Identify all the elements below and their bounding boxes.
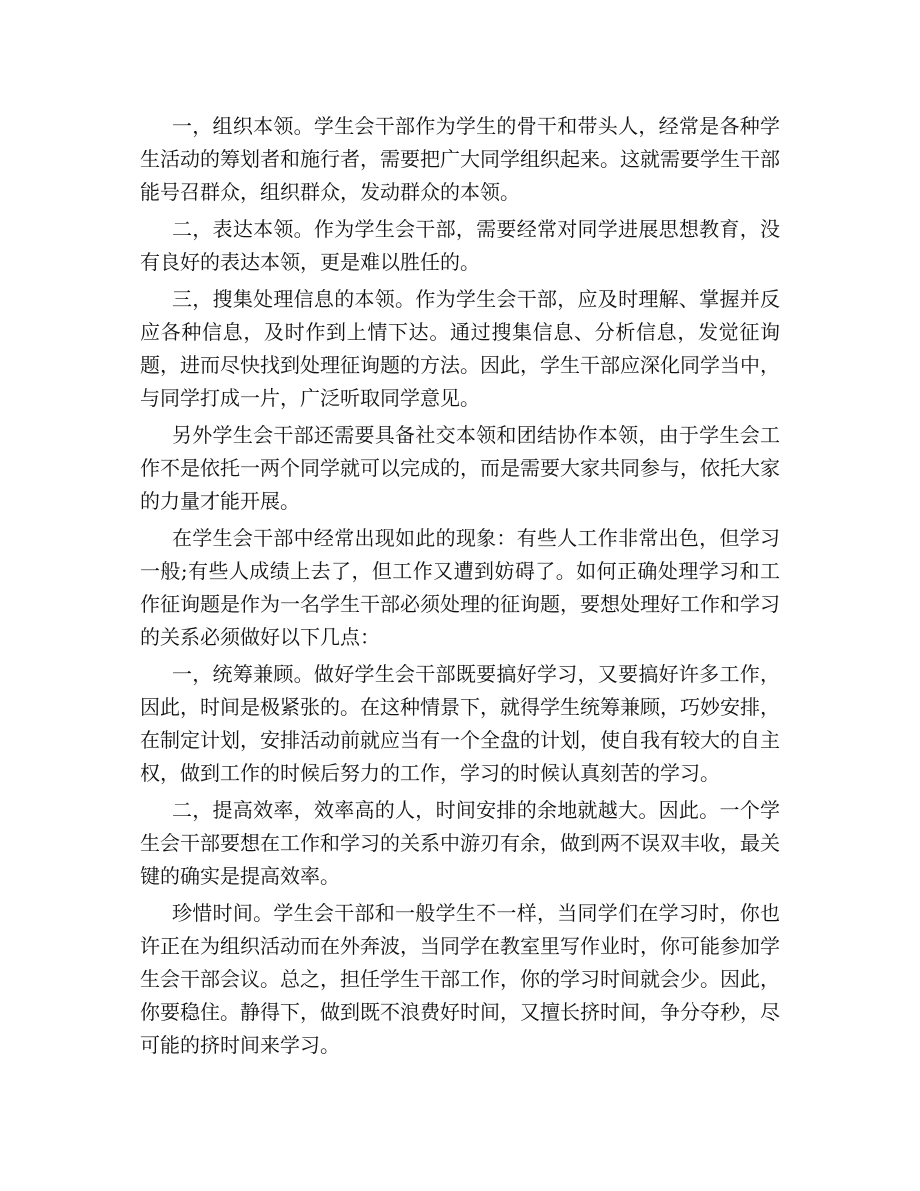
paragraph: 在学生会干部中经常出现如此的现象：有些人工作非常出色，但学习一般;有些人成绩上去了，但工作又遭到妨碍了。如何正确处理学习和工作征询题是作为一名学生干部必须处理的征询题，要想处理好工作和学习的关系必须做好以下几点： [140,526,780,649]
paragraph: 珍惜时间。学生会干部和一般学生不一样，当同学们在学习时，你也许正在为组织活动而在外奔波，当同学在教室里写作业时，你可能参加学生会干部会议。总之，担任学生干部工作，你的学习时间就会少。因此，你要稳住。静得下，做到既不浪费好时间，又擅长挤时间，争分夺秒，尽可能的挤时间来学习。 [140,901,780,1057]
document-body [140,110,780,1066]
paragraph: 一，组织本领。学生会干部作为学生的骨干和带头人，经常是各种学生活动的筹划者和施行者，需要把广大同学组织起来。这就需要学生干部能号召群众，组织群众，发动群众的本领。 [140,114,780,204]
paragraph: 三，搜集处理信息的本领。作为学生会干部，应及时理解、掌握并反应各种信息，及时作到上情下达。通过搜集信息、分析信息，发觉征询题，进而尽快找到处理征询题的方法。因此，学生干部应深化同学当中，与同学打成一片，广泛听取同学意见。 [140,287,780,410]
paragraph: 另外学生会干部还需要具备社交本领和团结协作本领，由于学生会工作不是依托一两个同学就可以完成的，而是需要大家共同参与，依托大家的力量才能开展。 [140,423,780,513]
paragraph: 一，统筹兼顾。做好学生会干部既要搞好学习，又要搞好许多工作，因此，时间是极紧张的。在这种情景下，就得学生统筹兼顾，巧妙安排，在制定计划，安排活动前就应当有一个全盘的计划，使自我有较大的自主权，做到工作的时候后努力的工作，学习的时候认真刻苦的学习。 [140,662,780,785]
paragraph: 二，提高效率，效率高的人，时间安排的余地就越大。因此。一个学生会干部要想在工作和学习的关系中游刃有余，做到两不误双丰收，最关键的确实是提高效率。 [140,798,780,888]
paragraph: 二，表达本领。作为学生会干部，需要经常对同学进展思想教育，没有良好的表达本领，更是难以胜任的。 [140,217,780,274]
